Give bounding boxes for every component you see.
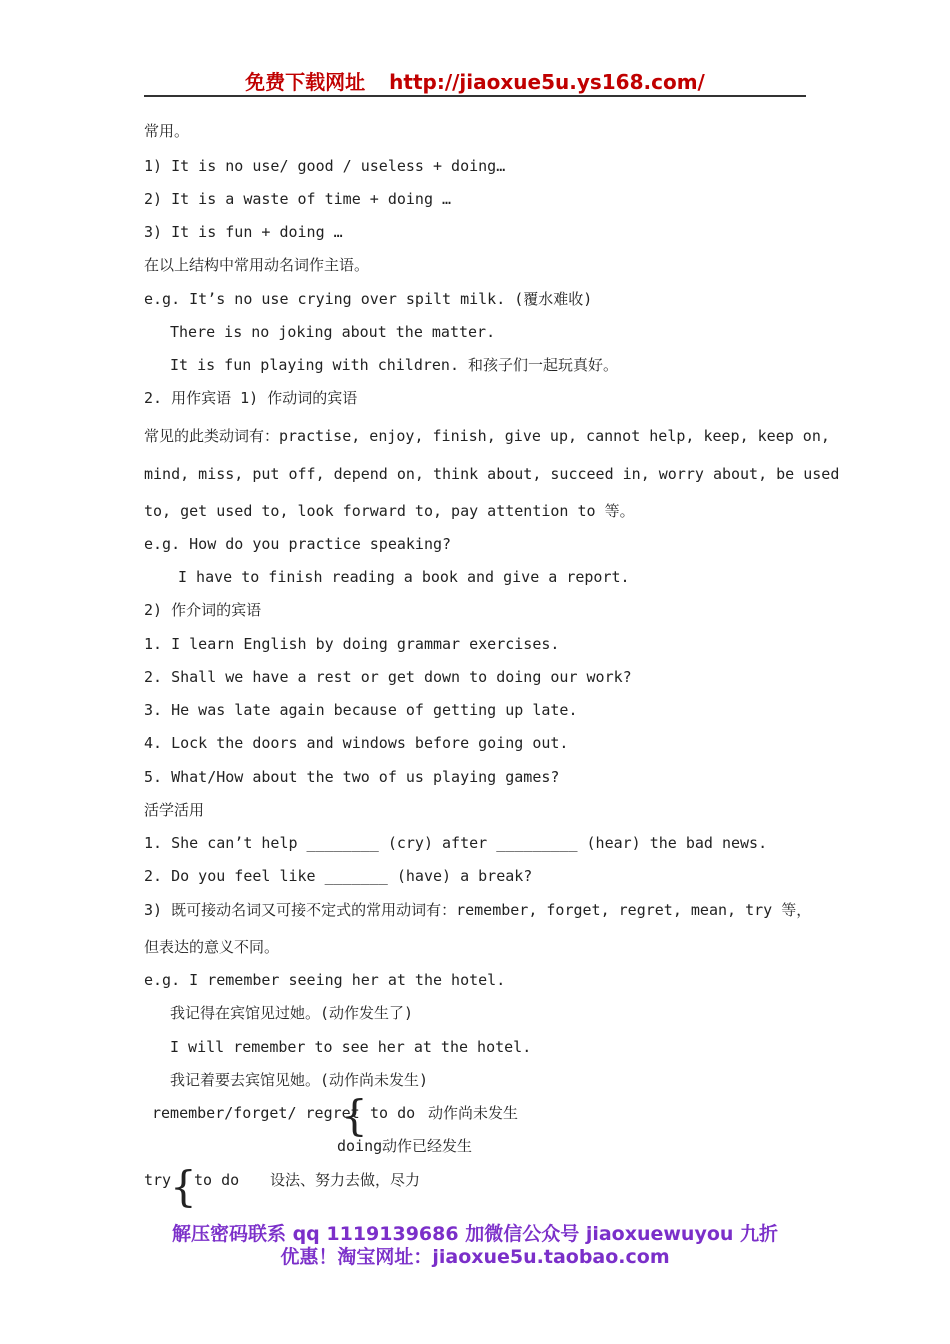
text-line: 2) It is a waste of time + doing …	[144, 190, 452, 208]
diagram-meaning: 动作已经发生	[382, 1137, 473, 1155]
text-line: 3) It is fun + doing …	[144, 223, 343, 241]
text-line: 在以上结构中常用动名词作主语。	[144, 256, 370, 274]
diagram-option: to do	[370, 1104, 416, 1122]
text-line: 我记着要去宾馆见她。(动作尚未发生)	[170, 1071, 429, 1089]
list-item: 2. Shall we have a rest or get down to doing our work?	[144, 668, 632, 686]
text-line: 1) It is no use/ good / useless + doing…	[144, 157, 506, 175]
diagram-option: to do	[194, 1171, 240, 1189]
brace-icon: {	[341, 1091, 368, 1140]
text-line: 我记得在宾馆见过她。(动作发生了)	[170, 1004, 414, 1022]
text-line: There is no joking about the matter.	[170, 323, 496, 341]
text-line: 3) 既可接动名词又可接不定式的常用动词有：remember, forget, regret, mean, try 等，	[144, 901, 812, 919]
list-item: 4. Lock the doors and windows before going out.	[144, 734, 569, 752]
header-rule	[144, 95, 806, 97]
text-line: mind, miss, put off, depend on, think about, succeed in, worry about, be used	[144, 465, 840, 483]
page-header	[0, 66, 950, 95]
text-line: e.g. I remember seeing her at the hotel.	[144, 971, 506, 989]
exercise-item: 2. Do you feel like _______ (have) a break?	[144, 867, 533, 885]
text-line: I will remember to see her at the hotel.	[170, 1038, 532, 1056]
text-line: 常用。	[144, 122, 190, 140]
section-heading: 活学活用	[144, 801, 205, 819]
brace-icon: {	[170, 1162, 197, 1211]
text-line: to, get used to, look forward to, pay attention to 等。	[144, 502, 635, 520]
list-item: 1. I learn English by doing grammar exercises.	[144, 635, 560, 653]
diagram-meaning: 设法、努力去做，尽力	[270, 1171, 421, 1189]
list-item: 5. What/How about the two of us playing games?	[144, 768, 560, 786]
text-line: e.g. It’s no use crying over spilt milk. (覆水难收)	[144, 290, 593, 308]
header-site-url[interactable]: http://jiaoxue5u.ys168.com/	[389, 70, 705, 94]
list-item: 3. He was late again because of getting up late.	[144, 701, 578, 719]
exercise-item: 1. She can’t help ________ (cry) after _________ (hear) the bad news.	[144, 834, 768, 852]
footer-line-2: 优惠！淘宝网址：jiaoxue5u.taobao.com	[280, 1246, 670, 1268]
footer-line-1: 解压密码联系 qq 1119139686 加微信公众号 jiaoxuewuyou 九折	[171, 1223, 779, 1245]
text-line: It is fun playing with children. 和孩子们一起玩真好。	[170, 356, 619, 374]
diagram-option: doing	[337, 1137, 383, 1155]
diagram-meaning: 动作尚未发生	[428, 1104, 519, 1122]
text-line: 常见的此类动词有：practise, enjoy, finish, give up, cannot help, keep, keep on,	[144, 427, 830, 445]
text-line: I have to finish reading a book and give a report.	[178, 568, 630, 586]
text-line: e.g. How do you practice speaking?	[144, 535, 452, 553]
section-heading: 2) 作介词的宾语	[144, 601, 262, 619]
section-heading: 2. 用作宾语 1) 作动词的宾语	[144, 389, 358, 407]
diagram-verbs: try	[144, 1171, 172, 1189]
text-line: 但表达的意义不同。	[144, 938, 280, 956]
header-site-label: 免费下载网址	[245, 70, 366, 94]
diagram-verbs: remember/forget/ regret	[152, 1104, 360, 1122]
